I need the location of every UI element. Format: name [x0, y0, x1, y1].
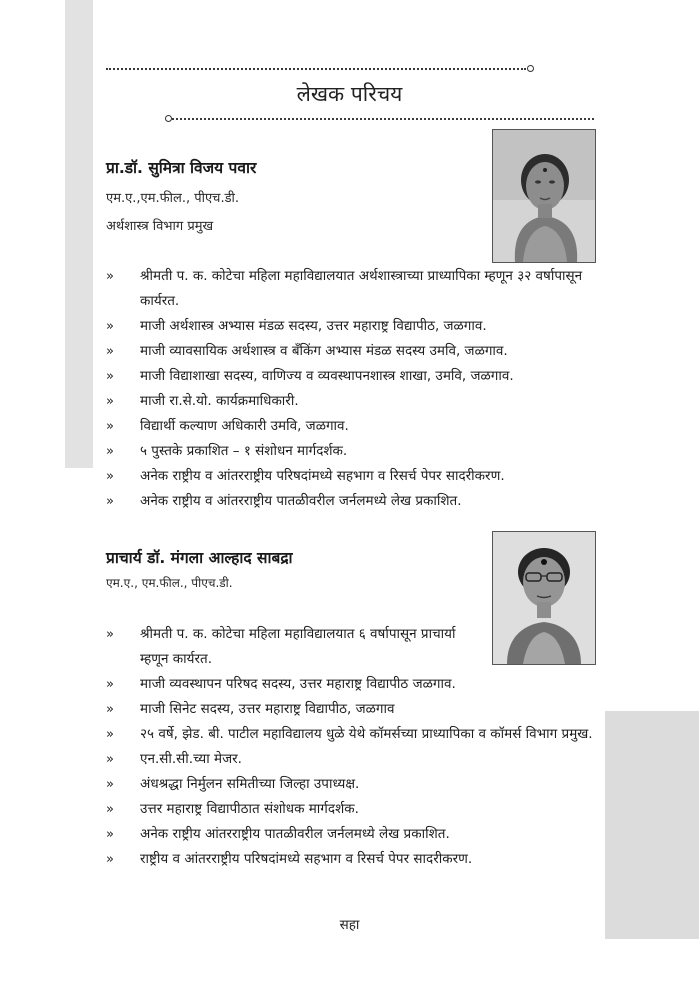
list-item: » माजी व्यावसायिक अर्थशास्त्र व बँकिंग अभ्यास मंडळ सदस्य उमवि, जळगाव. — [106, 339, 606, 364]
right-margin-strip — [605, 711, 699, 939]
bullet-mark: » — [106, 444, 114, 459]
list-item: » श्रीमती प. क. कोटेचा महिला महाविद्यालयात अर्थशास्त्राच्या प्राध्यापिका म्हणून ३२ वर्षापासून कार्यरत. — [106, 264, 606, 314]
author-achievements-list — [106, 622, 606, 872]
author-degrees: एम.ए.,एम.फील., पीएच.डी. — [106, 191, 240, 206]
bullet-mark: » — [106, 627, 114, 642]
list-item: » विद्यार्थी कल्याण अधिकारी उमवि, जळगाव. — [106, 414, 606, 439]
author-name: प्रा.डॉ. सुमित्रा विजय पवार — [106, 159, 257, 177]
bullet-mark: » — [106, 469, 114, 484]
title-rule-bottom — [172, 118, 594, 120]
list-item: » अंधश्रद्धा निर्मुलन समितीच्या जिल्हा उपाध्यक्ष. — [106, 772, 606, 797]
list-item: » ५ पुस्तके प्रकाशित – १ संशोधन मार्गदर्शक. — [106, 439, 606, 464]
list-item: » माजी व्यवस्थापन परिषद सदस्य, उत्तर महाराष्ट्र विद्यापीठ जळगाव. — [106, 672, 606, 697]
list-item: » राष्ट्रीय व आंतरराष्ट्रीय परिषदांमध्ये सहभाग व रिसर्च पेपर सादरीकरण. — [106, 847, 606, 872]
woman-portrait-icon — [493, 130, 595, 262]
author-photo — [492, 129, 596, 263]
bullet-mark: » — [106, 344, 114, 359]
list-item: » एन.सी.सी.च्या मेजर. — [106, 747, 606, 772]
bullet-mark: » — [106, 827, 114, 842]
bullet-mark: » — [106, 394, 114, 409]
bullet-mark: » — [106, 677, 114, 692]
page-title: लेखक परिचय — [296, 82, 403, 106]
page-number: सहा — [339, 917, 360, 933]
list-item: » श्रीमती प. क. कोटेचा महिला महाविद्यालयात ६ वर्षापासून प्राचार्या म्हणून कार्यरत. — [106, 622, 606, 672]
bullet-mark: » — [106, 702, 114, 717]
list-item: » उत्तर महाराष्ट्र विद्यापीठात संशोधक मार्गदर्शक. — [106, 797, 606, 822]
bullet-mark: » — [106, 269, 114, 284]
author-name: प्राचार्य डॉ. मंगला आल्हाद साबद्रा — [106, 549, 293, 567]
list-item: » अनेक राष्ट्रीय व आंतरराष्ट्रीय पातळीवरील जर्नलमध्ये लेख प्रकाशित. — [106, 489, 606, 514]
list-item: » माजी सिनेट सदस्य, उत्तर महाराष्ट्र विद्यापीठ, जळगाव — [106, 697, 606, 722]
title-rule-top — [106, 68, 526, 70]
rule-start-dot-icon — [165, 115, 172, 122]
bullet-mark: » — [106, 777, 114, 792]
bullet-mark: » — [106, 802, 114, 817]
list-item: » माजी रा.से.यो. कार्यक्रमाधिकारी. — [106, 389, 606, 414]
author-degrees: एम.ए., एम.फील., पीएच.डी. — [106, 576, 233, 590]
bullet-mark: » — [106, 752, 114, 767]
bullet-mark: » — [106, 369, 114, 384]
list-item: » माजी विद्याशाखा सदस्य, वाणिज्य व व्यवस्थापनशास्त्र शाखा, उमवि, जळगाव. — [106, 364, 606, 389]
bullet-mark: » — [106, 852, 114, 867]
bullet-mark: » — [106, 727, 114, 742]
list-item: » माजी अर्थशास्त्र अभ्यास मंडळ सदस्य, उत्तर महाराष्ट्र विद्यापीठ, जळगाव. — [106, 314, 606, 339]
author-position: अर्थशास्त्र विभाग प्रमुख — [106, 219, 214, 234]
list-item: » २५ वर्षे, झेड. बी. पाटील महाविद्यालय धुळे येथे कॉमर्सच्या प्राध्यापिका व कॉमर्स विभाग प्रमुख. — [106, 722, 606, 747]
list-item: » अनेक राष्ट्रीय व आंतरराष्ट्रीय परिषदांमध्ये सहभाग व रिसर्च पेपर सादरीकरण. — [106, 464, 606, 489]
bullet-mark: » — [106, 319, 114, 334]
rule-end-dot-icon — [527, 65, 534, 72]
bullet-mark: » — [106, 494, 114, 509]
author-achievements-list — [106, 264, 606, 514]
list-item: » अनेक राष्ट्रीय आंतरराष्ट्रीय पातळीवरील जर्नलमध्ये लेख प्रकाशित. — [106, 822, 606, 847]
bullet-mark: » — [106, 419, 114, 434]
left-margin-strip — [65, 0, 93, 468]
